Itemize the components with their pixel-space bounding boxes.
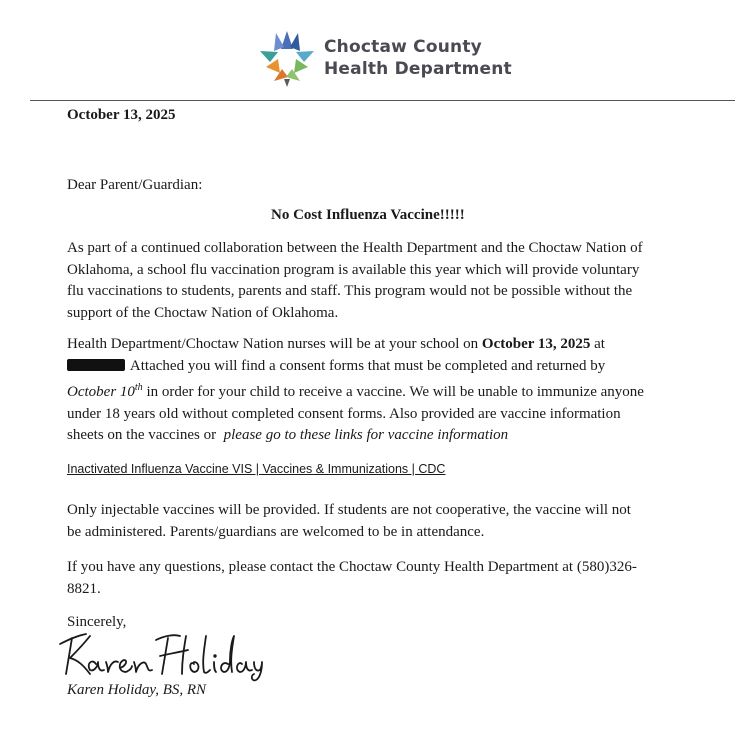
paragraph-contact: [67, 557, 637, 600]
visit-date: October 13, 2025: [481, 336, 591, 352]
paragraph-schedule: [67, 334, 644, 447]
due-date-suffix: th: [134, 382, 143, 393]
organization-name: [324, 36, 512, 80]
paragraph-text: Health Department/Choctaw Nation nurses will be at your school on: [67, 336, 482, 352]
paragraph-line: 8821.: [67, 580, 101, 597]
paragraph-line: [67, 356, 644, 378]
paragraph-text: in order for your child to receive a vaccine. We will be unable to immunize anyone: [142, 384, 644, 400]
paragraph-line: under 18 years old without completed consent forms. Also provided are vaccine information: [67, 405, 621, 422]
signer-name: Karen Holiday, BS, RN: [67, 682, 207, 698]
org-name-line1: Choctaw County: [324, 37, 482, 57]
paragraph-line: flu vaccinations to students, parents and staff. This program would not be possible without the: [67, 283, 633, 299]
paragraph-line: be administered. Parents/guardians are welcomed to be in attendance.: [67, 523, 485, 540]
paragraph-line: As part of a continued collaboration between the Health Department and the Choctaw Nation of: [67, 240, 643, 256]
due-date-text: October 10: [67, 384, 135, 400]
header-divider: [30, 100, 735, 101]
paragraph-line: Only injectable vaccines will be provided. If students are not cooperative, the vaccine will not: [67, 502, 631, 518]
star-logo-icon: [256, 29, 318, 89]
cdc-vis-link[interactable]: Inactivated Influenza Vaccine VIS | Vaccines & Immunizations | CDC: [67, 462, 446, 476]
paragraph-text: sheets on the vaccines or: [67, 427, 224, 443]
consent-due-date: [67, 384, 143, 400]
vaccine-info-hint: please go to these links for vaccine information: [223, 427, 509, 443]
paragraph-line: [67, 377, 644, 404]
paragraph-line: [67, 334, 644, 356]
health-department-logo: [256, 29, 526, 89]
salutation: Dear Parent/Guardian:: [67, 177, 203, 193]
letter-subject: No Cost Influenza Vaccine!!!!!: [271, 207, 465, 223]
paragraph-text: Attached you will find a consent forms that must be completed and returned by: [127, 357, 606, 374]
paragraph-line: If you have any questions, please contact the Choctaw County Health Department at (580)326-: [67, 559, 637, 575]
paragraph-injectable: [67, 500, 631, 543]
redacted-school-name: [67, 359, 125, 371]
paragraph-line: Oklahoma, a school flu vaccination program is available this year which will provide voluntary: [67, 261, 640, 278]
paragraph-line: [67, 425, 644, 447]
paragraph-collaboration: [67, 238, 643, 324]
closing: Sincerely,: [67, 614, 127, 630]
paragraph-text: at: [590, 336, 605, 352]
paragraph-line: support of the Choctaw Nation of Oklahoma.: [67, 304, 339, 321]
letter-date: October 13, 2025: [67, 107, 176, 123]
org-name-line2: Health Department: [324, 59, 512, 79]
handwritten-signature: [56, 630, 266, 687]
